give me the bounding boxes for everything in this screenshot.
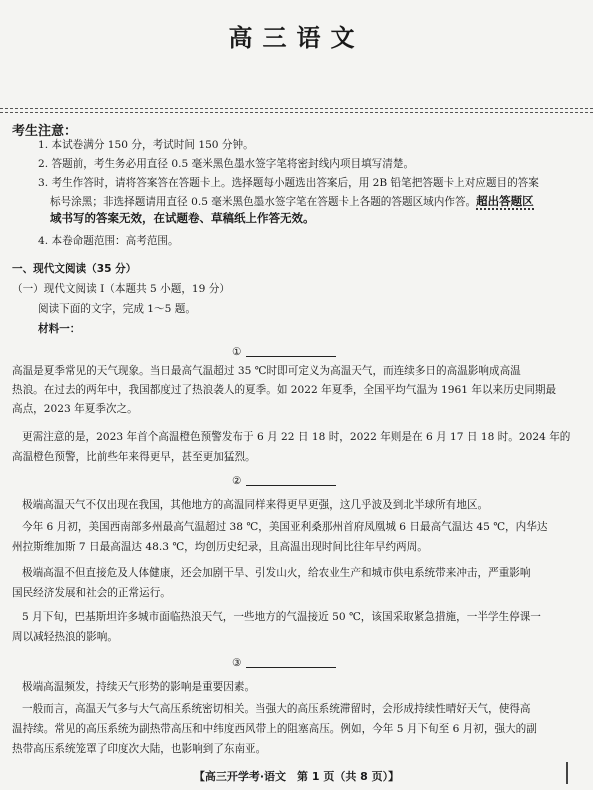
section-subtitle: （一）现代文阅读 Ⅰ（本题共 5 小题，19 分） <box>12 283 230 295</box>
subheading-blank: ② <box>232 474 336 488</box>
notice-text: 标号涂黑；非选择题请用直径 0.5 毫米黑色墨水签字笔在答题卡上各题的答题区域内作答。 <box>50 196 477 208</box>
divider <box>0 108 593 109</box>
paragraph-line: 高点，2023 年夏季次之。 <box>12 403 138 415</box>
paragraph-line: 温持续。常见的高压系统为副热带高压和中纬度西风带上的阻塞高压。例如，今年 5 月下旬至 6 月初，强大的副 <box>12 723 537 735</box>
material-label: 材料一： <box>38 323 81 335</box>
notice-line: 4. 本卷命题范围：高考范围。 <box>38 235 179 247</box>
notice-line <box>50 194 534 209</box>
margin-mark <box>566 762 568 784</box>
notice-emphasis: 超出答题区 <box>476 194 534 208</box>
paragraph-line: 5 月下旬，巴基斯坦许多城市面临热浪天气，一些地方的气温接近 50 ℃，该国采取紧急措施，一半学生停课一 <box>22 611 541 623</box>
paragraph-line: 国民经济发展和社会的正常运行。 <box>12 587 171 599</box>
divider <box>0 112 593 113</box>
subheading-blank: ① <box>232 345 336 359</box>
paragraph-line: 周以减轻热浪的影响。 <box>12 631 118 643</box>
paragraph-line: 高温橙色预警，比前些年来得更早，甚至更加猛烈。 <box>12 451 256 463</box>
notice-heading: 考生注意： <box>12 124 78 139</box>
answer-blank <box>246 475 336 486</box>
section-title: 一、现代文阅读（35 分） <box>12 263 137 275</box>
notice-line: 3. 考生作答时，请将答案答在答题卡上。选择题每小题选出答案后，用 2B 铅笔把答题卡上对应题目的答案 <box>38 177 539 189</box>
paragraph-line: 州拉斯维加斯 7 日最高温达 48.3 ℃，均创历史纪录，且高温出现时间比往年早约两周。 <box>12 541 428 553</box>
paragraph-line: 今年 6 月初，美国西南部多州最高气温超过 38 ℃，美国亚利桑那州首府凤凰城 6 日最高气温达 45 ℃，内华达 <box>22 521 548 533</box>
notice-emphasis: 域书写的答案无效，在试题卷、草稿纸上作答无效。 <box>50 211 315 225</box>
answer-blank <box>246 346 336 357</box>
page-title: 高三语文 <box>228 23 365 52</box>
paragraph-line: 更需注意的是，2023 年首个高温橙色预警发布于 6 月 22 日 18 时，2022 年则是在 6 月 17 日 18 时。2024 年的 <box>22 431 571 443</box>
paragraph-line: 一般而言，高温天气多与大气高压系统密切相关。当强大的高压系统滞留时，会形成持续性晴好天气，使得高 <box>22 703 531 715</box>
subheading-blank: ③ <box>232 656 336 670</box>
paragraph-line: 极端高温天气不仅出现在我国，其他地方的高温同样来得更早更强，这几乎波及到北半球所有地区。 <box>22 499 489 511</box>
paragraph-line: 极端高温频发，持续天气形势的影响是重要因素。 <box>22 681 256 693</box>
page-footer: 【高三开学考·语文 第 1 页（共 8 页）】 <box>193 770 400 783</box>
paragraph-line: 热浪。在过去的两年中，我国都度过了热浪袭人的夏季。如 2022 年夏季，全国平均气温为 1961 年以来历史同期最 <box>12 384 557 396</box>
answer-blank <box>246 657 336 668</box>
paragraph-line: 高温是夏季常见的天气现象。当日最高气温超过 35 ℃时即可定义为高温天气，而连续多日的高温影响成高温 <box>12 365 521 377</box>
instruction: 阅读下面的文字，完成 1～5 题。 <box>38 303 196 315</box>
paragraph-line: 热带高压系统笼罩了印度次大陆，也影响到了东南亚。 <box>12 743 267 755</box>
notice-line: 1. 本试卷满分 150 分，考试时间 150 分钟。 <box>38 139 254 151</box>
notice-line: 2. 答题前，考生务必用直径 0.5 毫米黑色墨水签字笔将密封线内项目填写清楚。 <box>38 158 415 170</box>
paragraph-line: 极端高温不但直接危及人体健康，还会加剧干旱、引发山火，给农业生产和城市供电系统带来冲击，严重影响 <box>22 567 531 579</box>
